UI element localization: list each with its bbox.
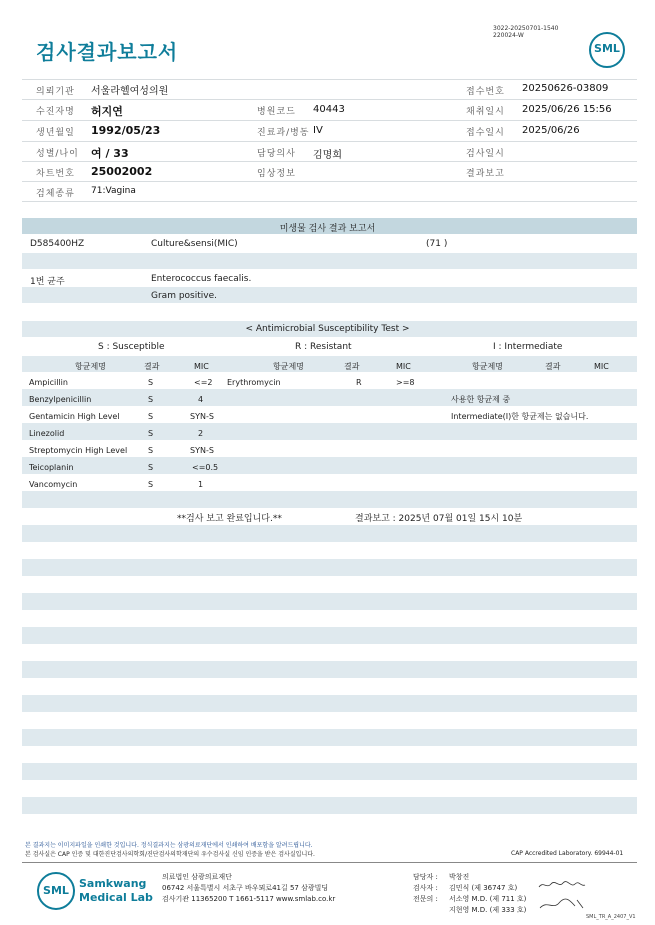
footer-divider <box>22 862 637 863</box>
band-row <box>22 661 637 678</box>
sml-footer-logo-text: SML <box>43 884 69 897</box>
label-accession-number: 접수번호 <box>466 87 505 97</box>
brand-name-sub: Medical Lab <box>79 891 153 904</box>
band-row <box>22 491 637 508</box>
cap-accreditation: CAP Accredited Laboratory. 69944-01 <box>511 850 624 857</box>
sml-logo-text: SML <box>594 42 620 55</box>
report-title: 검사결과보고서 <box>36 40 179 64</box>
intermediate-note: Intermediate(I)한 항균제는 없습니다. <box>451 412 589 421</box>
legend-intermediate: I : Intermediate <box>493 342 563 352</box>
band-row <box>22 593 637 610</box>
label-specimen-type: 검체종류 <box>36 189 75 199</box>
drug-result: S <box>148 446 154 455</box>
drug-result: S <box>148 395 154 404</box>
divider <box>22 99 637 100</box>
drug-name: Gentamicin High Level <box>29 412 120 421</box>
accession-number: 20250626-03809 <box>522 83 609 94</box>
notice-accreditation: 본 검사실은 CAP 인증 및 대한진단검사의학회/진단검사의학재단의 우수검사실 신임 인증을 받은 검사실입니다. <box>25 851 315 858</box>
specimen-type: 71:Vagina <box>91 186 136 196</box>
staff-name: 김민식 (제 36747 호) <box>449 884 518 892</box>
test-code: D585400HZ <box>30 239 85 249</box>
organism-name: Enterococcus faecalis. <box>151 274 252 284</box>
notice-image-print: 본 결과지는 이미지파일을 인쇄한 것입니다. 정식결과지는 삼광의료재단에서 인쇄하여 배포함을 알려드립니다. <box>25 842 313 849</box>
intermediate-note: 사용한 항균제 중 <box>451 395 511 404</box>
divider <box>22 141 637 142</box>
label-clinical-info: 임상정보 <box>257 169 296 179</box>
organism-label: 1번 균주 <box>30 277 65 287</box>
drug-result: S <box>148 378 154 387</box>
band-row <box>22 797 637 814</box>
requesting-institution: 서울라헬여성의원 <box>91 86 169 97</box>
foundation-name: 의료법인 삼광의료재단 <box>162 873 232 881</box>
label-patient-name: 수진자명 <box>36 107 75 117</box>
label-hospital-code: 병원코드 <box>257 107 296 117</box>
legend-susceptible: S : Susceptible <box>98 342 165 352</box>
label-collection-time: 채취일시 <box>466 107 505 117</box>
legend-resistant: R : Resistant <box>295 342 352 352</box>
band-row <box>22 729 637 746</box>
drug-result: S <box>148 463 154 472</box>
drug-result: R <box>356 378 362 387</box>
form-code: SML_TR_A_2407_V1 <box>586 914 636 920</box>
col-header-result: 결과 <box>545 362 561 371</box>
divider <box>22 181 637 182</box>
band-row <box>22 763 637 780</box>
col-header-mic: MIC <box>194 362 209 371</box>
col-header-mic: MIC <box>396 362 411 371</box>
divider <box>22 201 637 202</box>
staff-role: 검사자 : <box>413 884 438 892</box>
band-row <box>22 287 637 303</box>
drug-name: Streptomycin High Level <box>29 446 128 455</box>
drug-name: Teicoplanin <box>29 463 74 472</box>
drug-result: S <box>148 429 154 438</box>
drug-mic: SYN-S <box>190 446 214 455</box>
divider <box>22 161 637 162</box>
signature-icon <box>537 879 587 891</box>
drug-name: Vancomycin <box>29 480 78 489</box>
collection-time: 2025/06/26 15:56 <box>522 104 612 115</box>
report-time: 결과보고 : 2025년 07월 01일 15시 10분 <box>355 514 523 524</box>
band-row <box>22 423 637 440</box>
label-requesting-institution: 의뢰기관 <box>36 87 75 97</box>
band-row <box>22 559 637 576</box>
label-birth-date: 생년월일 <box>36 128 75 138</box>
divider <box>22 79 637 80</box>
drug-mic: 1 <box>198 480 204 489</box>
staff-role: 담당자 : <box>413 873 438 881</box>
label-received-time: 접수일시 <box>466 128 505 138</box>
drug-name: Benzylpenicillin <box>29 395 92 404</box>
label-test-time: 검사일시 <box>466 149 505 159</box>
drug-result: S <box>148 480 154 489</box>
staff-name: 서소영 M.D. (제 711 호) <box>449 895 527 903</box>
drug-mic: 2 <box>198 429 204 438</box>
chart-number: 25002002 <box>91 165 153 178</box>
drug-mic: <=2 <box>194 378 213 387</box>
brand-name: Samkwang <box>79 877 147 890</box>
staff-name: 박창진 <box>449 873 470 881</box>
band-row <box>22 695 637 712</box>
label-result-report: 결과보고 <box>466 169 505 179</box>
col-header-drug: 항균제명 <box>472 362 503 371</box>
birth-date: 1992/05/23 <box>91 124 161 137</box>
staff-role: 전문의 : <box>413 895 438 903</box>
doctor: 김명희 <box>313 150 342 161</box>
col-header-mic: MIC <box>594 362 609 371</box>
band-row <box>22 627 637 644</box>
label-department: 진료과/병동 <box>257 128 310 138</box>
divider <box>22 120 637 121</box>
col-header-drug: 항균제명 <box>273 362 304 371</box>
band-row <box>22 389 637 406</box>
report-code-sub: 220024-W <box>493 32 524 39</box>
received-time: 2025/06/26 <box>522 125 580 136</box>
contact: 검사기관 11365200 T 1661-5117 www.smlab.co.kr <box>162 895 336 903</box>
ast-heading: < Antimicrobial Susceptibility Test > <box>245 324 410 334</box>
col-header-result: 결과 <box>144 362 160 371</box>
hospital-code: 40443 <box>313 104 345 115</box>
band-row <box>22 457 637 474</box>
drug-mic: 4 <box>198 395 204 404</box>
signature-icon <box>537 896 587 912</box>
label-doctor: 담당의사 <box>257 149 296 159</box>
gram-stain: Gram positive. <box>151 291 217 301</box>
patient-name: 허지연 <box>91 105 123 118</box>
sex-age: 여 / 33 <box>91 147 129 160</box>
col-header-result: 결과 <box>344 362 360 371</box>
drug-name: Erythromycin <box>227 378 281 387</box>
test-number: (71 ) <box>426 239 448 249</box>
micro-heading: 미생물 검사 결과 보고서 <box>279 224 376 234</box>
drug-mic: <=0.5 <box>192 463 219 472</box>
label-chart-number: 차트번호 <box>36 169 75 179</box>
report-code: 3022-20250701-1540 <box>493 25 559 32</box>
report-complete: **검사 보고 완료입니다.** <box>177 514 282 524</box>
staff-name: 지현영 M.D. (제 333 호) <box>449 906 527 914</box>
drug-mic: >=8 <box>396 378 415 387</box>
drug-result: S <box>148 412 154 421</box>
col-header-drug: 항균제명 <box>75 362 106 371</box>
band-row <box>22 253 637 269</box>
address: 06742 서울특별시 서초구 바우뫼로41길 57 삼광빌딩 <box>162 884 329 892</box>
test-name: Culture&sensi(MIC) <box>151 239 238 249</box>
drug-name: Linezolid <box>29 429 65 438</box>
label-sex-age: 성별/나이 <box>36 149 79 159</box>
band-row <box>22 525 637 542</box>
drug-name: Ampicillin <box>29 378 68 387</box>
drug-mic: SYN-S <box>190 412 214 421</box>
department: IV <box>313 125 323 136</box>
